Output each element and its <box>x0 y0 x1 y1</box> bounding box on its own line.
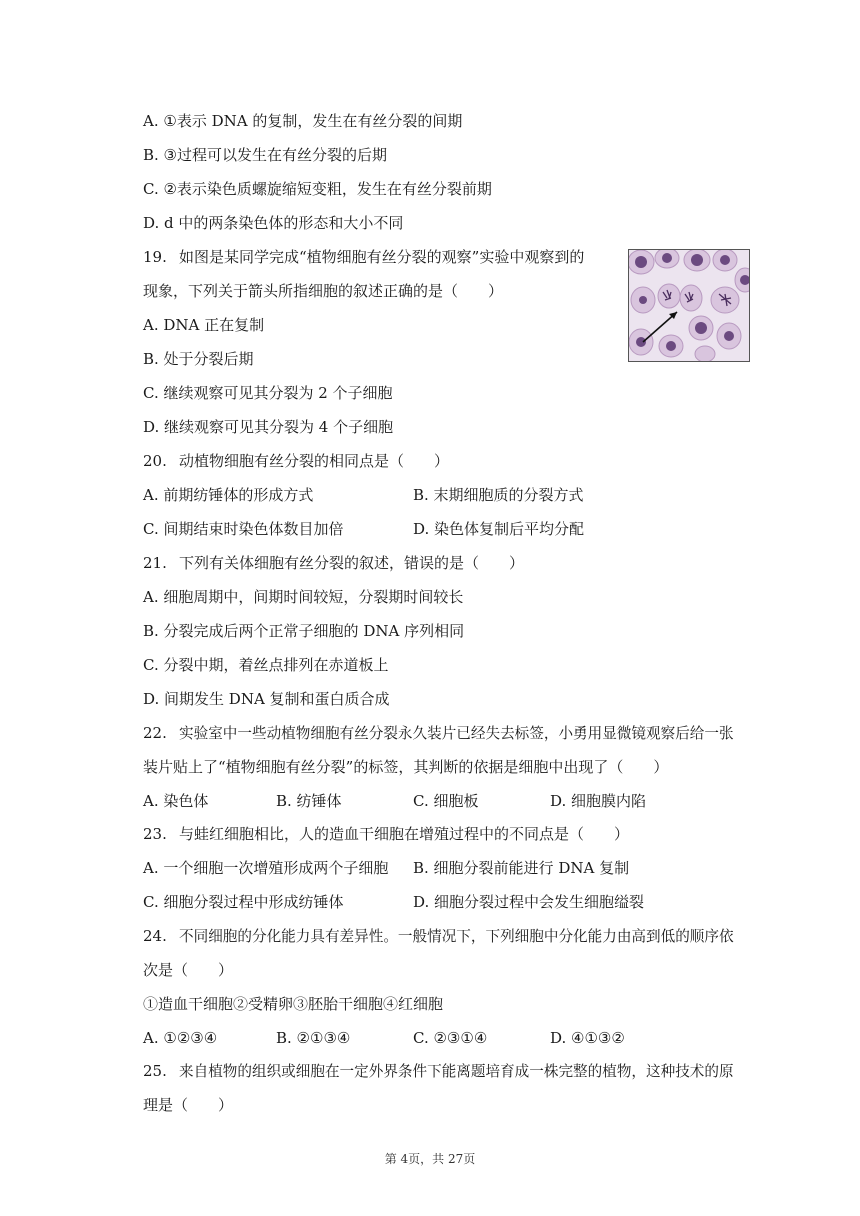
q23-text: 与蛙红细胞相比，人的造血干细胞在增殖过程中的不同点是（ ） <box>179 825 630 843</box>
q19-option-d: D. 继续观察可见其分裂为 4 个子细胞 <box>143 418 394 436</box>
q19-stem-line1 <box>143 247 584 267</box>
q21-stem <box>143 553 524 573</box>
q19-number: 19. <box>143 248 167 266</box>
q24-option-c: C. ②③①④ <box>413 1029 488 1047</box>
q25-text1: 来自植物的组织或细胞在一定外界条件下能离题培育成一株完整的植物，这种技术的原 <box>179 1063 734 1080</box>
cell-micrograph <box>629 250 749 361</box>
option-a-prev: A. ①表示 DNA 的复制，发生在有丝分裂的间期 <box>143 112 463 130</box>
q22-stem-line2: 装片贴上了“植物细胞有丝分裂”的标签，其判断的依据是细胞中出现了（ ） <box>143 758 669 776</box>
q22-option-b: B. 纺锤体 <box>276 792 342 810</box>
q24-option-d: D. ④①③② <box>550 1029 625 1047</box>
q21-option-c: C. 分裂中期，着丝点排列在赤道板上 <box>143 656 389 674</box>
q24-text1: 不同细胞的分化能力具有差异性。一般情况下，下列细胞中分化能力由高到低的顺序依 <box>179 928 734 945</box>
q24-items: ①造血干细胞②受精卵③胚胎干细胞④红细胞 <box>143 995 444 1013</box>
option-b-prev: B. ③过程可以发生在有丝分裂的后期 <box>143 146 388 164</box>
q25-stem-line1 <box>143 1061 734 1082</box>
q24-stem-line1 <box>143 926 734 947</box>
q23-option-d: D. 细胞分裂过程中会发生细胞缢裂 <box>413 893 645 911</box>
q20-option-c: C. 间期结束时染色体数目加倍 <box>143 520 344 538</box>
page-footer: 第 4页，共 27页 <box>384 1152 476 1166</box>
q21-option-a: A. 细胞周期中，间期时间较短，分裂期时间较长 <box>143 588 464 606</box>
q23-option-a: A. 一个细胞一次增殖形成两个子细胞 <box>143 859 389 877</box>
q25-number: 25. <box>143 1062 167 1080</box>
q19-option-c: C. 继续观察可见其分裂为 2 个子细胞 <box>143 384 393 402</box>
q22-option-a: A. 染色体 <box>143 792 209 810</box>
q24-number: 24. <box>143 927 167 945</box>
q22-option-c: C. 细胞板 <box>413 792 479 810</box>
q23-number: 23. <box>143 825 167 843</box>
option-d-prev: D. d 中的两条染色体的形态和大小不同 <box>143 214 404 232</box>
q20-option-d: D. 染色体复制后平均分配 <box>413 520 585 538</box>
q20-row2 <box>143 519 743 539</box>
q20-text: 动植物细胞有丝分裂的相同点是（ ） <box>179 452 450 470</box>
q20-number: 20. <box>143 452 167 470</box>
q19-option-a: A. DNA 正在复制 <box>143 316 265 334</box>
q20-option-a: A. 前期纺锤体的形成方式 <box>143 486 314 504</box>
microscope-image <box>628 249 750 362</box>
q24-stem-line2: 次是（ ） <box>143 961 234 979</box>
q23-stem <box>143 824 629 844</box>
q22-stem-line1 <box>143 723 734 744</box>
q22-text1: 实验室中一些动植物细胞有丝分裂永久装片已经失去标签，小勇用显微镜观察后给一张 <box>179 725 734 742</box>
q25-stem-line2: 理是（ ） <box>143 1096 234 1114</box>
q24-option-a: A. ①②③④ <box>143 1029 218 1047</box>
q23-option-b: B. 细胞分裂前能进行 DNA 复制 <box>413 859 630 877</box>
q21-option-b: B. 分裂完成后两个正常子细胞的 DNA 序列相同 <box>143 622 465 640</box>
q21-option-d: D. 间期发生 DNA 复制和蛋白质合成 <box>143 690 390 708</box>
q23-option-c: C. 细胞分裂过程中形成纺锤体 <box>143 893 344 911</box>
q19-text1: 如图是某同学完成“植物细胞有丝分裂的观察”实验中观察到的 <box>179 248 585 266</box>
q23-row2 <box>143 892 743 912</box>
q21-text: 下列有关体细胞有丝分裂的叙述，错误的是（ ） <box>179 554 525 572</box>
q22-option-d: D. 细胞膜内陷 <box>550 792 647 810</box>
q20-row1 <box>143 485 743 505</box>
q24-option-b: B. ②①③④ <box>276 1029 351 1047</box>
q22-number: 22. <box>143 724 167 742</box>
q20-option-b: B. 末期细胞质的分裂方式 <box>413 486 584 504</box>
q19-stem-line2: 现象，下列关于箭头所指细胞的叙述正确的是（ ） <box>143 282 504 300</box>
q19-option-b: B. 处于分裂后期 <box>143 350 254 368</box>
q21-number: 21. <box>143 554 167 572</box>
q23-row1 <box>143 858 743 878</box>
option-c-prev: C. ②表示染色质螺旋缩短变粗，发生在有丝分裂前期 <box>143 180 492 198</box>
q20-stem <box>143 451 449 471</box>
